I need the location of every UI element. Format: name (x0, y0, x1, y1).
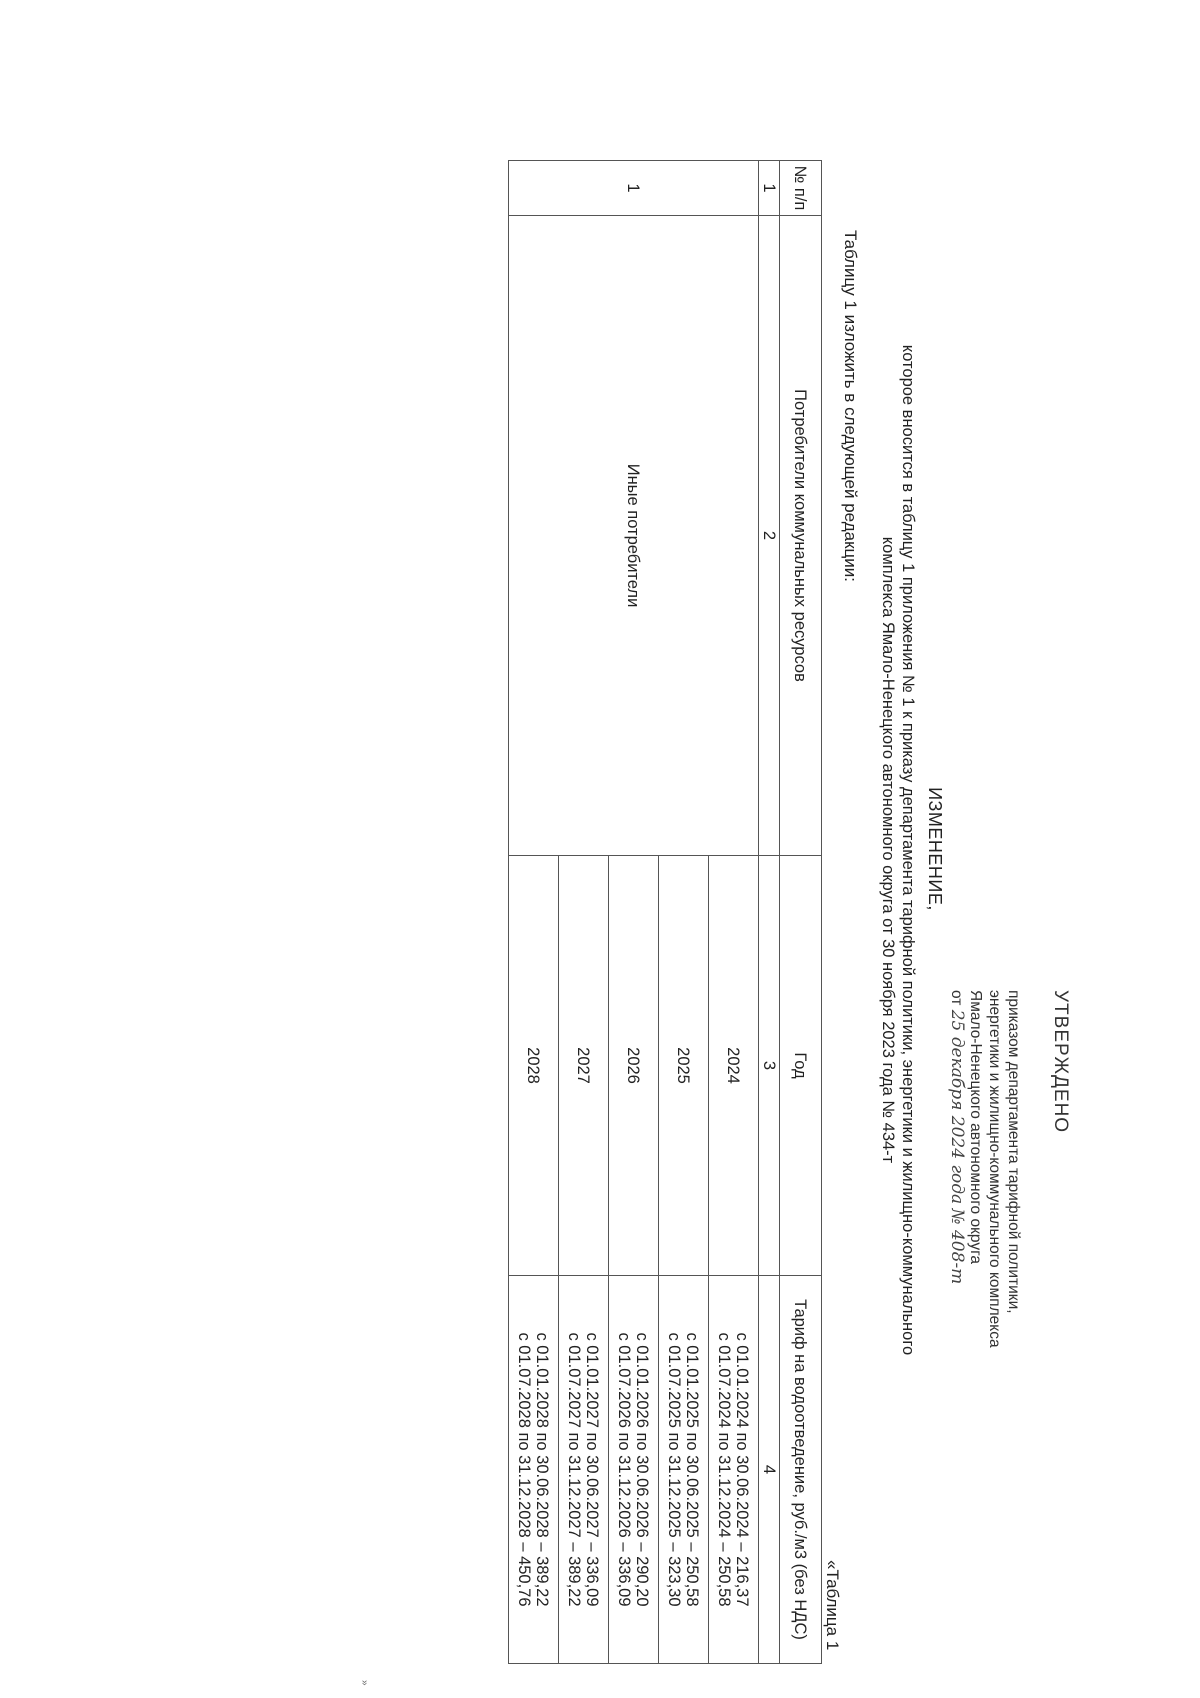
year-cell: 2025 (659, 856, 709, 1276)
tariff-period: с 01.01.2025 по 30.06.2025 – 250,58 (683, 1332, 702, 1607)
table-label: «Таблица 1 (823, 1560, 842, 1651)
tariff-period: с 01.01.2026 по 30.06.2026 – 290,20 (633, 1332, 652, 1607)
tariff-period: с 01.07.2024 по 31.12.2024 – 250,58 (715, 1332, 734, 1607)
approval-line-2: энергетики и жилищно-коммунального комплекса (986, 990, 1003, 1348)
table-header-row (780, 161, 822, 1664)
header-consumers: Потребители коммунальных ресурсов (780, 216, 822, 856)
table-row (709, 161, 759, 1664)
consumer-group: Иные потребители (509, 216, 759, 856)
document-title: ИЗМЕНЕНИЕ, (925, 787, 945, 911)
tariff-cell (709, 1276, 759, 1664)
tariff-period: с 01.07.2026 по 31.12.2026 – 336,09 (615, 1332, 634, 1607)
header-year: Год (780, 856, 822, 1276)
year-cell: 2027 (559, 856, 609, 1276)
instruction-text: Таблицу 1 изложить в следующей редакции: (841, 230, 860, 583)
tariff-table (508, 160, 822, 1664)
table-column-numbers-row (759, 161, 780, 1664)
approval-line-1: приказом департамента тарифной политики, (1005, 990, 1022, 1314)
tariff-cell (609, 1276, 659, 1664)
approval-date-line (947, 990, 966, 1630)
page-mark: » (359, 1680, 370, 1686)
approval-stamp (947, 990, 1070, 1630)
header-tariff: Тариф на водоотведение, руб./м3 (без НДС) (780, 1276, 822, 1664)
year-cell: 2026 (609, 856, 659, 1276)
tariff-period: с 01.07.2028 по 31.12.2028 – 450,76 (515, 1332, 534, 1607)
year-cell: 2024 (709, 856, 759, 1276)
tariff-cell (509, 1276, 559, 1664)
subtitle-line-1: которое вносится в таблицу 1 приложения № 1 к приказу департамента тарифной политики, энергетики и жилищно-коммунального (899, 344, 917, 1356)
subtitle-line-2: комплекса Ямало-Ненецкого автономного округа от 30 ноября 2023 года № 434-т (879, 536, 897, 1164)
handwritten-date: 25 декабря 2024 года (947, 1009, 967, 1205)
handwritten-number: № 408-т (947, 1208, 967, 1285)
tariff-period: с 01.01.2027 по 30.06.2027 – 336,09 (583, 1332, 602, 1607)
tariff-period: с 01.07.2025 по 31.12.2025 – 323,30 (665, 1332, 684, 1607)
column-number: 4 (759, 1276, 780, 1664)
header-num: № п/п (780, 161, 822, 216)
row-number: 1 (509, 161, 759, 216)
column-number: 2 (759, 216, 780, 856)
tariff-period: с 01.07.2027 по 31.12.2027 – 389,22 (565, 1332, 584, 1607)
tariff-period: с 01.01.2028 по 30.06.2028 – 389,22 (533, 1332, 552, 1607)
tariff-cell (559, 1276, 609, 1664)
year-cell: 2028 (509, 856, 559, 1276)
approval-line-3: Ямало-Ненецкого автономного округа (967, 990, 984, 1265)
approval-date-prefix: от (948, 990, 965, 1006)
column-number: 3 (759, 856, 780, 1276)
tariff-cell (659, 1276, 709, 1664)
document-subtitle (878, 160, 918, 1540)
approval-heading: УТВЕРЖДЕНО (1050, 990, 1071, 1134)
tariff-period: с 01.01.2024 по 30.06.2024 – 216,37 (733, 1332, 752, 1607)
column-number: 1 (759, 161, 780, 216)
